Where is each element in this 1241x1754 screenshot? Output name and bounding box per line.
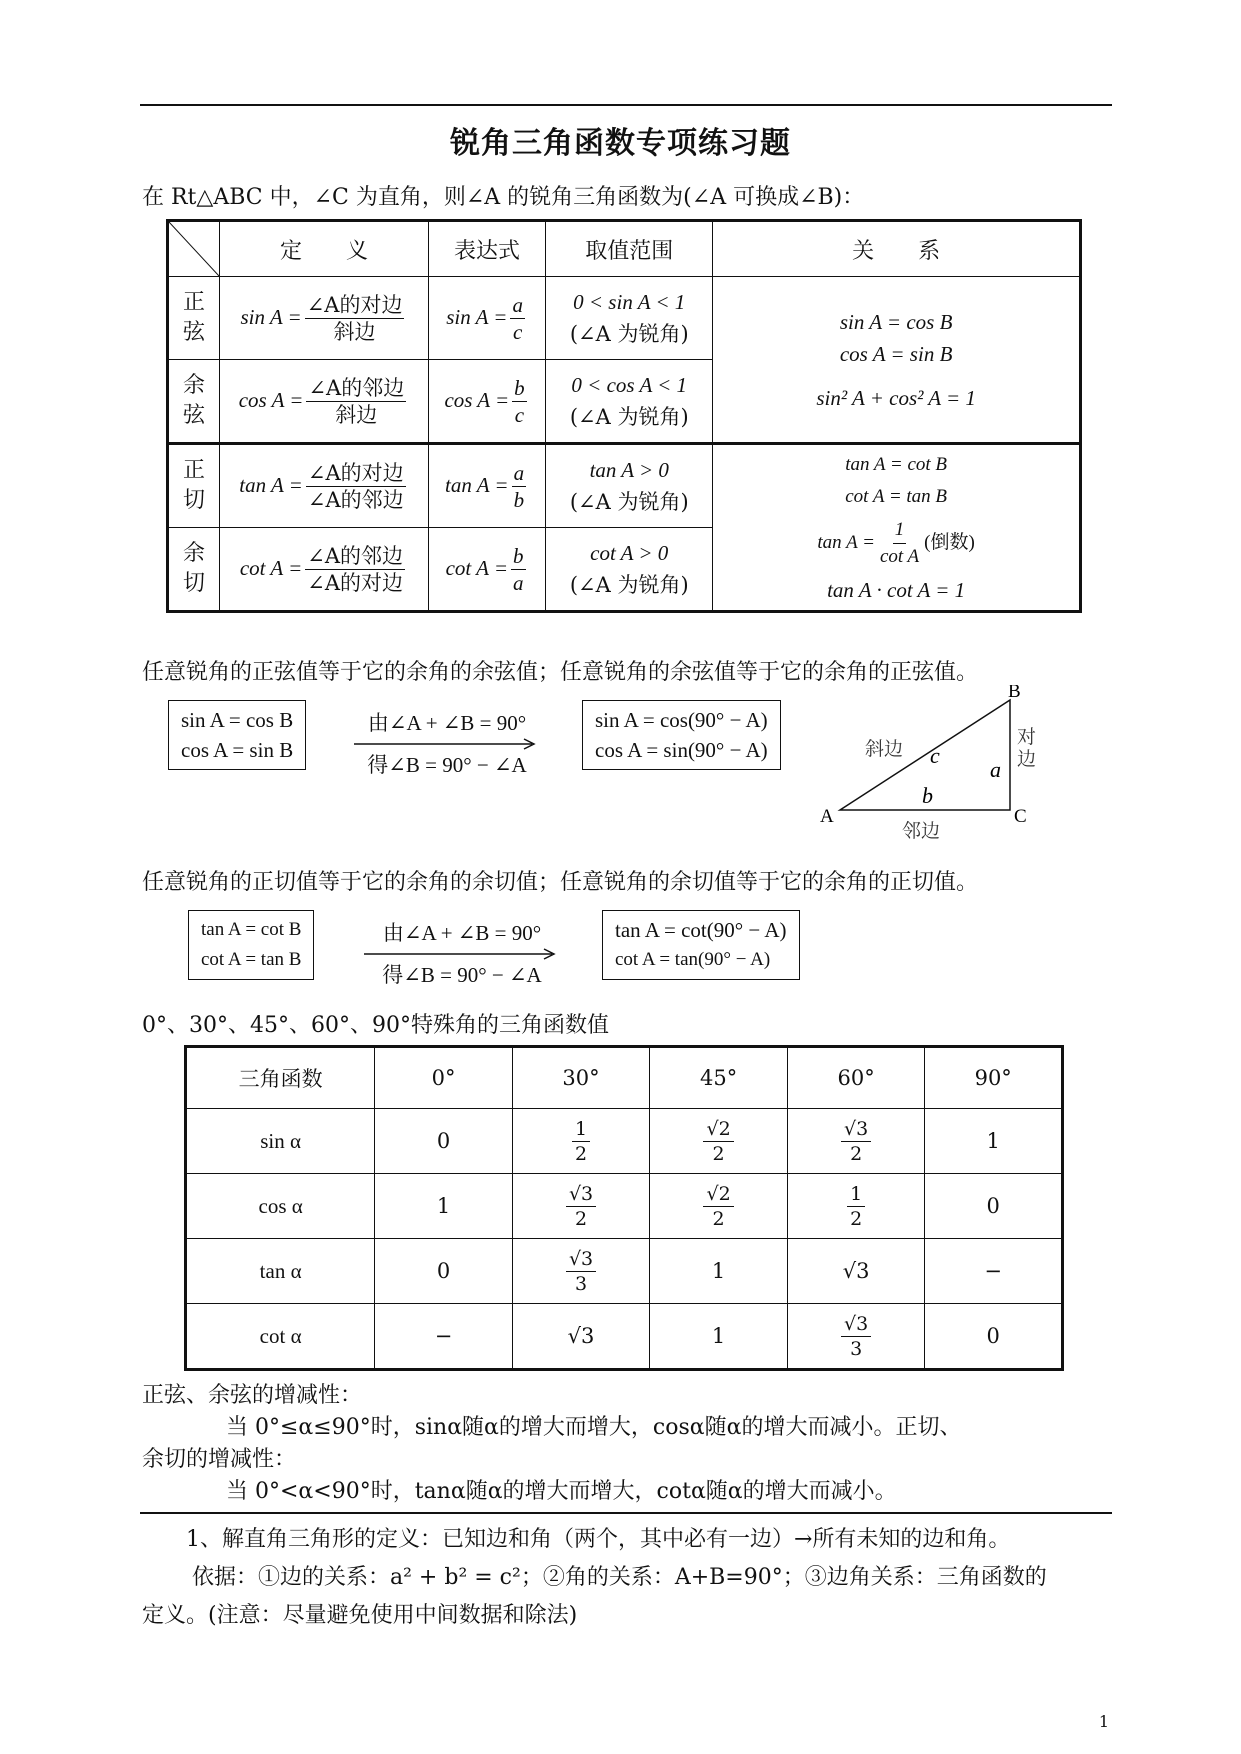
complement-arrow-1: 由∠A + ∠B = 90° 得∠B = 90° − ∠A xyxy=(352,708,542,780)
value-cell: 0 xyxy=(925,1304,1063,1370)
solve-basis: 依据：①边的关系：a² + b² = c²；②角的关系：A+B=90°；③边角关系：三角函数的 xyxy=(192,1565,1047,1590)
definition-cell: cot A = $\frac{\text{∠A的邻边}}{\text{∠A的对边}}$ xyxy=(220,528,429,612)
range-cell: tan A > 0 (∠A 为锐角) xyxy=(546,444,713,528)
special-row xyxy=(186,1109,1063,1174)
intro-text: 在 Rt△ABC 中，∠C 为直角，则∠A 的锐角三角函数为(∠A 可换成∠B)： xyxy=(142,185,865,210)
value-cell: $\frac{√3}{3}$ xyxy=(787,1304,925,1370)
top-rule xyxy=(140,104,1112,106)
header-relation: 关 系 xyxy=(713,221,1081,277)
header-30deg: 30° xyxy=(512,1047,650,1109)
value-cell: $\frac{1}{2}$ xyxy=(787,1174,925,1239)
value-cell: $\frac{√2}{2}$ xyxy=(650,1109,788,1174)
page-number: 1 xyxy=(1098,1712,1109,1731)
relation-tan-cot-cell: tan A = cot B cot A = tan B tan A = $\frac{1}{\text{cot A}}$ (倒数) tan A · cot A = 1 xyxy=(713,444,1081,612)
side-a-label: a xyxy=(990,757,1001,782)
header-0deg: 0° xyxy=(375,1047,512,1109)
vertex-a-label: A xyxy=(820,806,834,827)
special-row xyxy=(186,1174,1063,1239)
definition-table xyxy=(166,219,1082,613)
value-cell: 1 xyxy=(650,1304,788,1370)
diagonal-corner-cell xyxy=(168,221,220,277)
header-definition: 定 义 xyxy=(220,221,429,277)
value-cell: 0 xyxy=(925,1174,1063,1239)
value-cell: − xyxy=(925,1239,1063,1304)
value-cell: $\frac{√3}{2}$ xyxy=(787,1109,925,1174)
side-c-label: c xyxy=(930,743,940,768)
relation-sin-cos-cell: sin A = cos B cos A = sin B sin² A + cos² A = 1 xyxy=(713,277,1081,444)
tan-cot-box-right: tan A = cot(90° − A) cot A = tan(90° − A) xyxy=(602,910,800,980)
value-cell: 1 xyxy=(375,1174,512,1239)
value-cell: 0 xyxy=(375,1109,512,1174)
opposite-label-2: 边 xyxy=(1017,748,1037,770)
value-cell: $\frac{√3}{2}$ xyxy=(512,1174,650,1239)
hypotenuse-label: 斜边 xyxy=(865,738,904,760)
tan-cot-box-left: tan A = cot B cot A = tan B xyxy=(188,910,314,980)
value-cell: 1 xyxy=(650,1239,788,1304)
complement-arrow-2: 由∠A + ∠B = 90° 得∠B = 90° − ∠A xyxy=(362,918,562,990)
row-sine xyxy=(168,277,1081,360)
row-label: 余 切 xyxy=(168,528,220,612)
special-angles-title: 0°、30°、45°、60°、90°特殊角的三角函数值 xyxy=(142,1013,609,1038)
definition-cell: tan A = $\frac{\text{∠A的对边}}{\text{∠A的邻边}}$ xyxy=(220,444,429,528)
special-angles-table xyxy=(184,1045,1064,1371)
special-row xyxy=(186,1239,1063,1304)
definition-header-row xyxy=(168,221,1081,277)
header-90deg: 90° xyxy=(925,1047,1063,1109)
definition-cell: cos A = $\frac{\text{∠A的邻边}}{\text{斜边}}$ xyxy=(220,360,429,444)
monotonic-title: 正弦、余弦的增减性： xyxy=(142,1383,363,1408)
function-name-cell: cot α xyxy=(186,1304,375,1370)
section-rule xyxy=(140,1512,1112,1514)
monotonic-tan-cot: 当 0°<α<90°时，tanα随α的增大而增大，cotα随α的增大而减小。 xyxy=(226,1479,897,1504)
complement-sentence-2: 任意锐角的正切值等于它的余角的余切值；任意锐角的余切值等于它的余角的正切值。 xyxy=(142,870,979,895)
expression-cell: cot A = $\frac{b}{a}$ xyxy=(428,528,545,612)
opposite-label-1: 对 xyxy=(1017,726,1037,748)
range-cell: cot A > 0 (∠A 为锐角) xyxy=(546,528,713,612)
special-table-body xyxy=(186,1109,1063,1370)
function-name-cell: sin α xyxy=(186,1109,375,1174)
sin-cos-box-right: sin A = cos(90° − A) cos A = sin(90° − A) xyxy=(582,700,781,770)
value-cell: $\frac{√3}{3}$ xyxy=(512,1239,650,1304)
value-cell: $\frac{1}{2}$ xyxy=(512,1109,650,1174)
monotonic-tan-cot-title: 余切的增减性： xyxy=(142,1447,297,1472)
monotonic-sin-cos: 当 0°≤α≤90°时，sinα随α的增大而增大，cosα随α的增大而减小。正切、 xyxy=(226,1415,962,1440)
header-expression: 表达式 xyxy=(428,221,545,277)
value-cell: $\frac{√2}{2}$ xyxy=(650,1174,788,1239)
function-name-cell: tan α xyxy=(186,1239,375,1304)
sin-cos-box-left: sin A = cos B cos A = sin B xyxy=(168,700,306,770)
special-header-row xyxy=(186,1047,1063,1109)
header-range: 取值范围 xyxy=(546,221,713,277)
right-triangle-diagram xyxy=(810,685,1060,855)
solve-note: 定义。(注意：尽量避免使用中间数据和除法) xyxy=(142,1603,578,1628)
page-title: 锐角三角函数专项练习题 xyxy=(450,126,791,161)
value-cell: √3 xyxy=(787,1239,925,1304)
value-cell: 0 xyxy=(375,1239,512,1304)
row-label: 余 弦 xyxy=(168,360,220,444)
definition-cell: sin A = $\frac{\text{∠A的对边}}{\text{斜边}}$ xyxy=(220,277,429,360)
row-tangent xyxy=(168,444,1081,528)
expression-cell: sin A = $\frac{a}{c}$ xyxy=(428,277,545,360)
row-label: 正 切 xyxy=(168,444,220,528)
function-name-cell: cos α xyxy=(186,1174,375,1239)
value-cell: √3 xyxy=(512,1304,650,1370)
header-45deg: 45° xyxy=(650,1047,788,1109)
side-b-label: b xyxy=(922,783,933,808)
range-cell: 0 < cos A < 1 (∠A 为锐角) xyxy=(546,360,713,444)
row-label: 正 弦 xyxy=(168,277,220,360)
expression-cell: cos A = $\frac{b}{c}$ xyxy=(428,360,545,444)
vertex-c-label: C xyxy=(1014,806,1027,827)
vertex-b-label: B xyxy=(1008,685,1021,702)
expression-cell: tan A = $\frac{a}{b}$ xyxy=(428,444,545,528)
solve-definition: 1、解直角三角形的定义：已知边和角（两个，其中必有一边）→所有未知的边和角。 xyxy=(186,1527,1011,1552)
value-cell: − xyxy=(375,1304,512,1370)
header-60deg: 60° xyxy=(787,1047,925,1109)
adjacent-label: 邻边 xyxy=(902,820,941,842)
range-cell: 0 < sin A < 1 (∠A 为锐角) xyxy=(546,277,713,360)
complement-sentence-1: 任意锐角的正弦值等于它的余角的余弦值；任意锐角的余弦值等于它的余角的正弦值。 xyxy=(142,660,979,685)
special-row xyxy=(186,1304,1063,1370)
value-cell: 1 xyxy=(925,1109,1063,1174)
header-function: 三角函数 xyxy=(186,1047,375,1109)
